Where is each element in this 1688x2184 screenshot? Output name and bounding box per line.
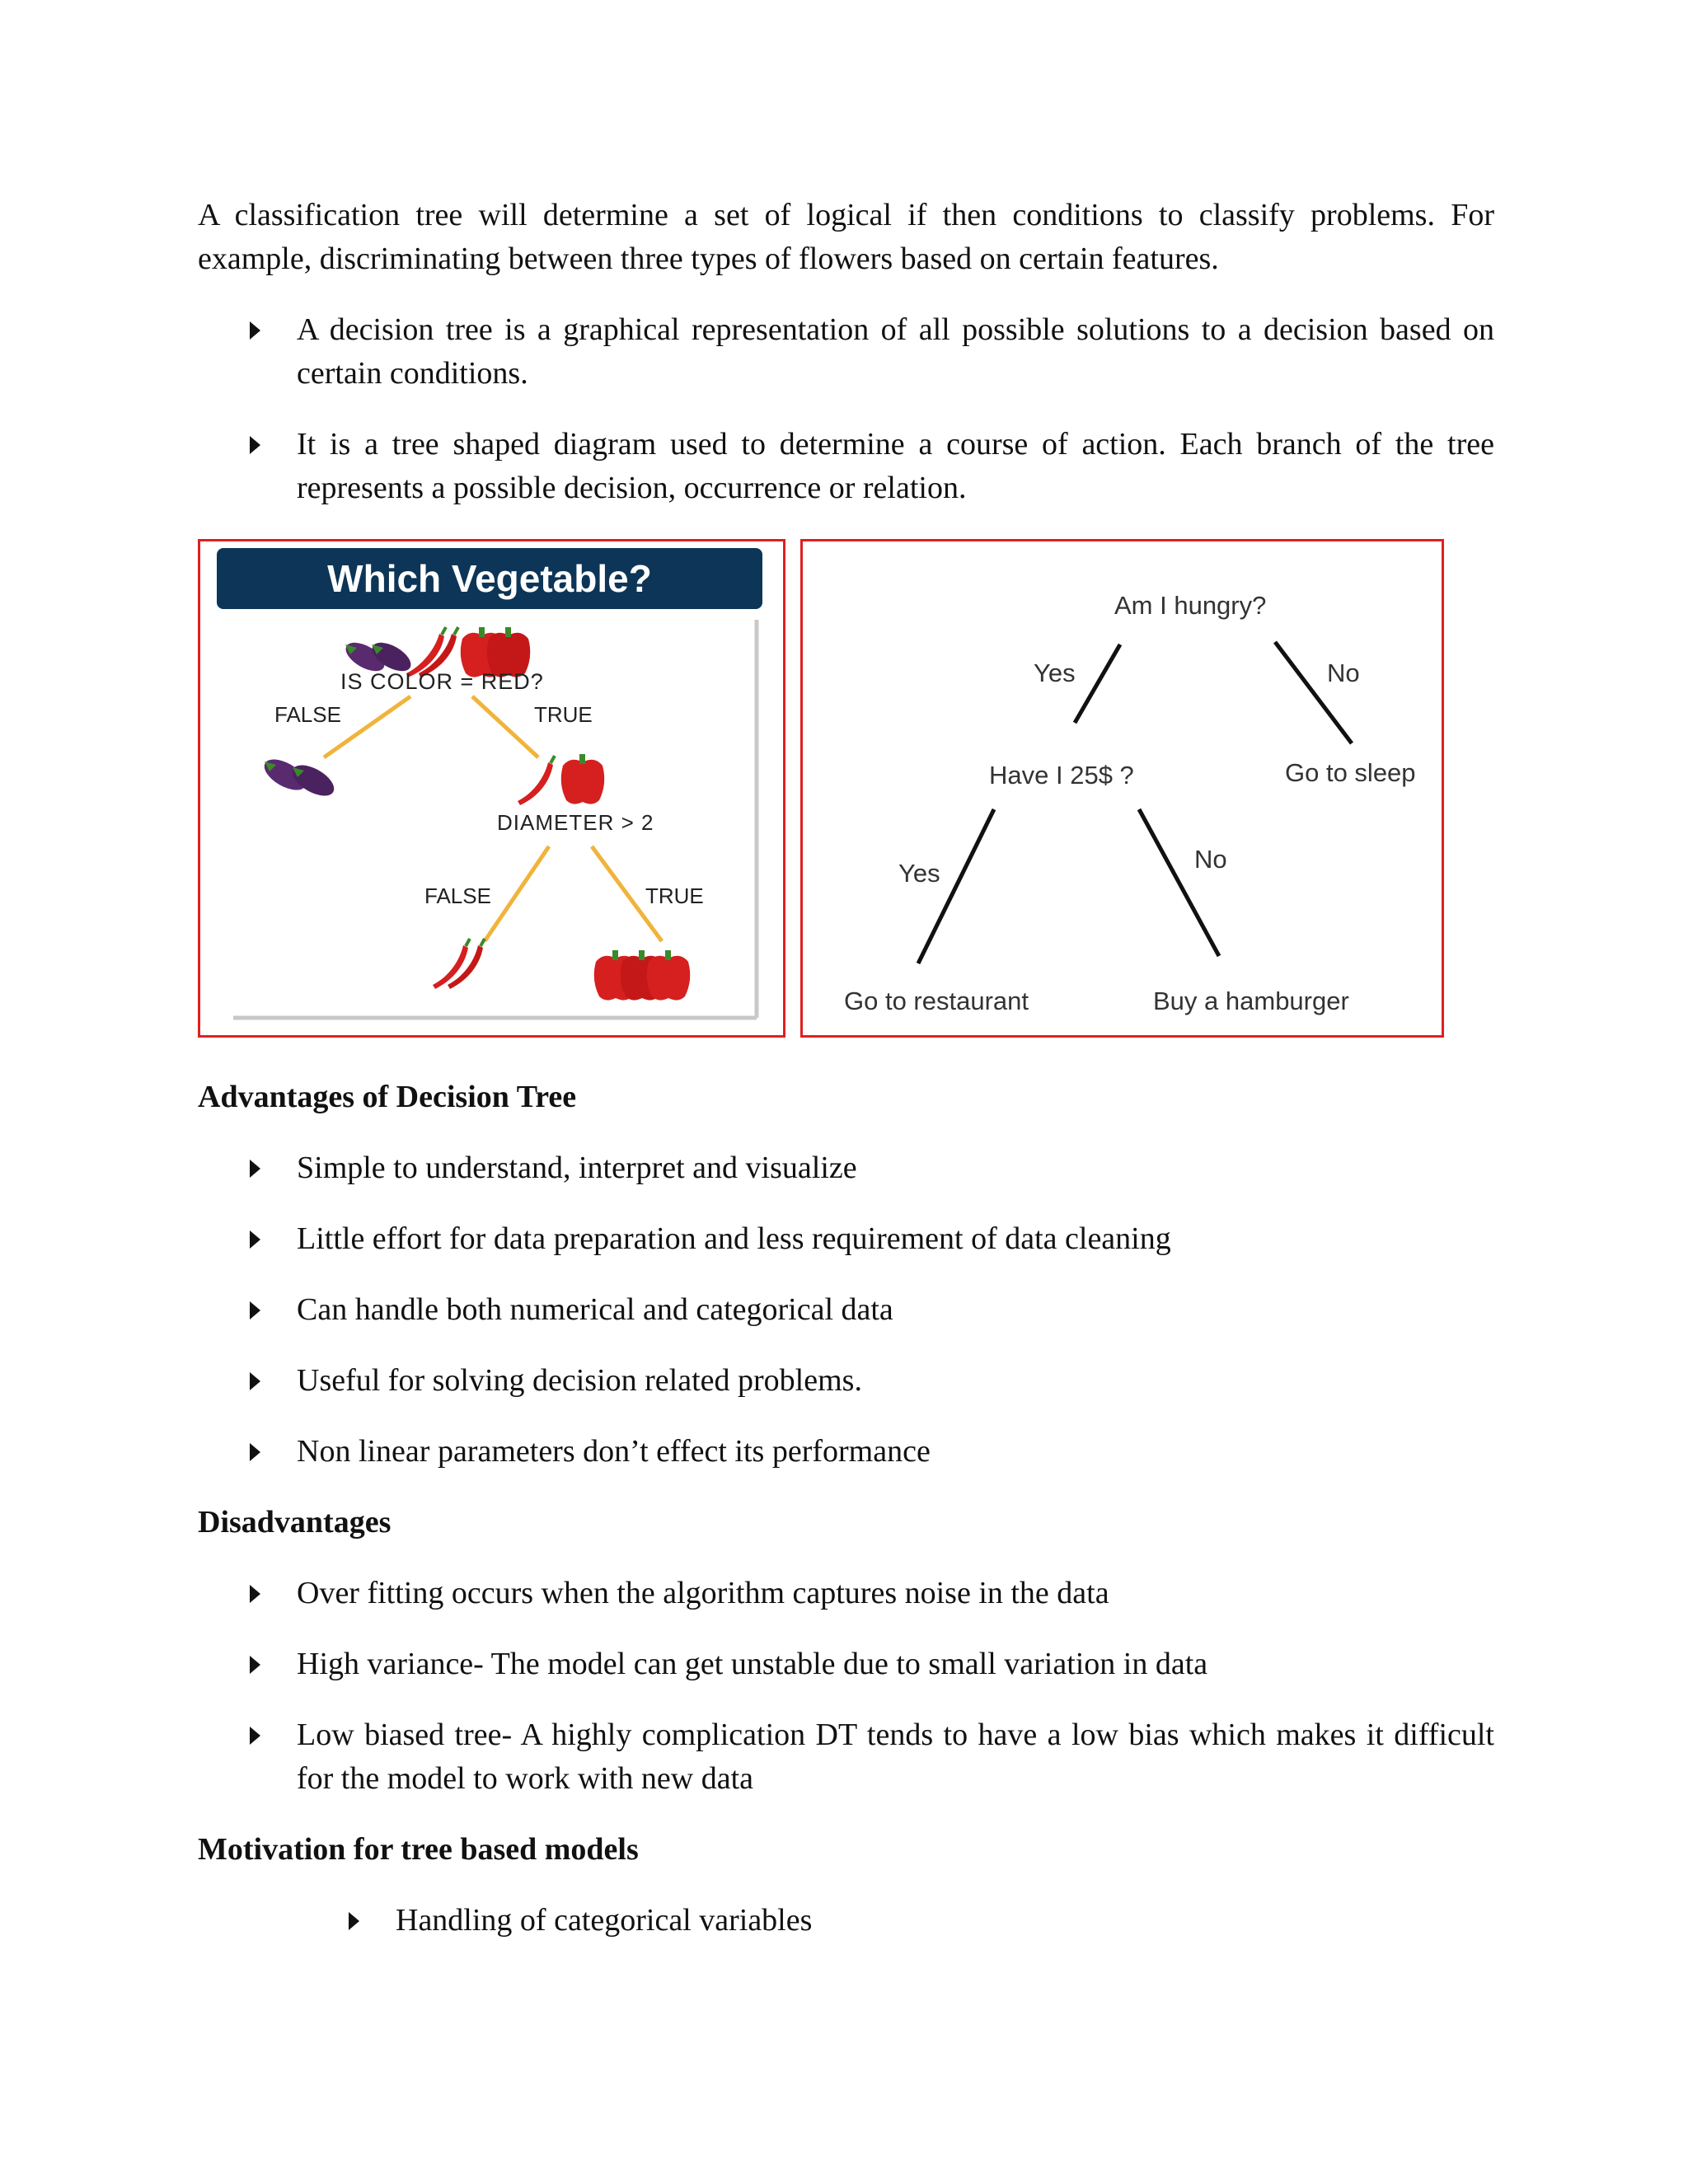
triangle-bullet-icon bbox=[250, 1372, 260, 1390]
list-item bbox=[198, 1643, 1494, 1686]
vegetable-tree-figure bbox=[198, 539, 785, 1038]
list-item bbox=[198, 1572, 1494, 1615]
eggplant-icon bbox=[260, 753, 339, 802]
question-label: DIAMETER > 2 bbox=[497, 810, 654, 835]
bell-pepper-icon bbox=[561, 754, 605, 804]
triangle-bullet-icon bbox=[250, 1230, 260, 1249]
yes-label: Yes bbox=[1034, 658, 1076, 687]
branch-line bbox=[485, 846, 549, 941]
section-heading: Advantages of Decision Tree bbox=[198, 1080, 577, 1114]
bullet-text: Simple to understand, interpret and visualize bbox=[297, 1151, 857, 1185]
triangle-bullet-icon bbox=[250, 436, 260, 454]
true-label: TRUE bbox=[534, 702, 593, 727]
triangle-bullet-icon bbox=[250, 1727, 260, 1745]
list-item bbox=[198, 1217, 1494, 1261]
question-label: IS COLOR = RED? bbox=[340, 669, 544, 694]
triangle-bullet-icon bbox=[250, 1443, 260, 1461]
bullet-text: Little effort for data preparation and less requirement of data cleaning bbox=[297, 1221, 1171, 1256]
intro-paragraph: A classification tree will determine a set of logical if then conditions to classify problems. For example, discriminating between three types of flowers based on certain features. bbox=[198, 198, 1494, 276]
section-heading: Disadvantages bbox=[198, 1505, 392, 1540]
false-label: FALSE bbox=[274, 702, 341, 727]
triangle-bullet-icon bbox=[250, 1585, 260, 1603]
yes-label: Yes bbox=[898, 859, 940, 888]
list-item bbox=[198, 1146, 1494, 1190]
no-label: No bbox=[1194, 845, 1227, 874]
bullet-text: It is a tree shaped diagram used to determine a course of action. Each branch of the tree represents a possible decision, occurrence or relation. bbox=[297, 427, 1494, 505]
list-item bbox=[198, 308, 1494, 396]
bullet-text: Can handle both numerical and categorical data bbox=[297, 1292, 893, 1327]
node-question: Have I 25$ ? bbox=[989, 761, 1134, 790]
triangle-bullet-icon bbox=[250, 321, 260, 340]
bell-pepper-icon bbox=[594, 950, 691, 1001]
list-item bbox=[198, 1430, 1494, 1474]
branch-line bbox=[1275, 642, 1352, 743]
list-item bbox=[198, 1713, 1494, 1801]
false-label: FALSE bbox=[424, 883, 491, 908]
list-item bbox=[198, 423, 1494, 510]
triangle-bullet-icon bbox=[250, 1301, 260, 1319]
triangle-bullet-icon bbox=[349, 1912, 359, 1930]
leaf-label: Buy a hamburger bbox=[1153, 987, 1349, 1015]
true-label: TRUE bbox=[645, 883, 704, 908]
bullet-text: Non linear parameters don’t effect its performance bbox=[297, 1434, 931, 1469]
leaf-label: Go to sleep bbox=[1285, 758, 1416, 787]
triangle-bullet-icon bbox=[250, 1656, 260, 1674]
branch-line bbox=[472, 696, 538, 757]
bullet-text: A decision tree is a graphical representation of all possible solutions to a decision based on certain conditions. bbox=[297, 312, 1494, 391]
chili-pepper-icon bbox=[433, 939, 485, 989]
root-question: Am I hungry? bbox=[1114, 591, 1267, 620]
bullet-text: Handling of categorical variables bbox=[396, 1903, 813, 1938]
list-item bbox=[198, 1288, 1494, 1332]
bullet-text: Low biased tree- A highly complication DT tends to have a low bias which makes it difficult for the model to work with new data bbox=[297, 1718, 1494, 1796]
triangle-bullet-icon bbox=[250, 1160, 260, 1178]
bullet-text: Useful for solving decision related problems. bbox=[297, 1363, 862, 1398]
no-label: No bbox=[1327, 658, 1360, 687]
list-item bbox=[198, 1899, 1494, 1943]
list-item bbox=[198, 1359, 1494, 1403]
section-heading: Motivation for tree based models bbox=[198, 1832, 639, 1867]
leaf-label: Go to restaurant bbox=[844, 987, 1029, 1015]
figure-title: Which Vegetable? bbox=[327, 557, 652, 600]
branch-line bbox=[1139, 809, 1219, 956]
chili-pepper-icon bbox=[518, 756, 555, 805]
bullet-text: High variance- The model can get unstable due to small variation in data bbox=[297, 1647, 1208, 1681]
hungry-tree-figure bbox=[800, 539, 1444, 1038]
vegetable-tree-diagram bbox=[200, 541, 783, 1035]
bullet-text: Over fitting occurs when the algorithm captures noise in the data bbox=[297, 1576, 1109, 1610]
branch-line bbox=[1075, 644, 1120, 723]
